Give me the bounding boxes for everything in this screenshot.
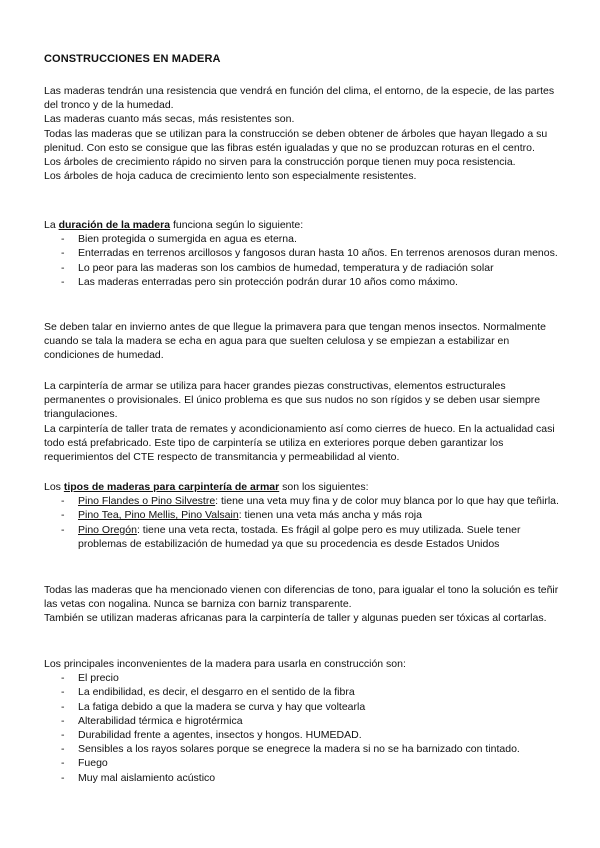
heading-term: duración de la madera (58, 219, 171, 231)
paragraph: La carpintería de taller trata de remates y acondicionamiento así como cierres de hueco. En la actualidad casi todo está prefabricado. Este tipo de carpintería se utiliza en exteriores porque deben garantizar los requerimientos del CTE respecto de transmitancia y permeabilidad al viento. (44, 422, 555, 464)
paragraph: Los árboles de crecimiento rápido no sirven para la construcción porque tienen muy poca resistencia. (44, 156, 516, 169)
section-heading: Los principales inconvenientes de la madera para usarla en construcción son: (44, 658, 406, 670)
list-item: - Alterabilidad térmica e higrotérmica (44, 714, 564, 728)
intro-section (44, 84, 564, 183)
list-item: - La endibilidad, es decir, el desgarro en el sentido de la fibra (44, 685, 564, 699)
list-item: - Pino Tea, Pino Mellis, Pino Valsain: tienen una veta más ancha y más roja (44, 508, 564, 522)
list-item: - Sensibles a los rayos solares porque se enegrece la madera si no se ha barnizado con tintado. (44, 742, 564, 756)
paragraph: Se deben talar en invierno antes de que llegue la primavera para que tengan menos insectos. Normalmente cuando se tala la madera se echa en agua para que suelten celulosa y se empiezan a estabilizar en condiciones de humedad. (44, 321, 546, 362)
list-item: - Pino Flandes o Pino Silvestre: tiene una veta muy fina y de color muy blanca por lo que hay que teñirla. (44, 494, 564, 508)
list-item: - Lo peor para las maderas son los cambios de humedad, temperatura y de radiación solar (44, 261, 564, 275)
page-title: CONSTRUCCIONES EN MADERA (44, 53, 221, 65)
tonos-section (44, 583, 564, 626)
bullet-list (44, 494, 564, 551)
paragraph: También se utilizan maderas africanas para la carpintería de taller y algunas pueden ser tóxicas al cortarlas. (44, 612, 547, 625)
list-item: - Las maderas enterradas pero sin protección podrán durar 10 años como máximo. (44, 275, 564, 289)
list-item: - Enterradas en terrenos arcillosos y fangosos duran hasta 10 años. En terrenos arenosos duran menos. (44, 246, 564, 260)
paragraph: Todas las maderas que ha mencionado vienen con diferencias de tono, para igualar el tono la solución es teñir las vetas con nogalina. Nunca se barniza con barniz transparente. (44, 584, 559, 611)
list-item: - Durabilidad frente a agentes, insectos y hongos. HUMEDAD. (44, 728, 564, 742)
bullet-list (44, 671, 564, 785)
wood-name: Pino Flandes o Pino Silvestre (78, 495, 216, 508)
heading-term: tipos de maderas para carpintería de armar (63, 481, 280, 493)
list-item: - La fatiga debido a que la madera se curva y hay que voltearla (44, 700, 564, 714)
wood-name: Pino Tea, Pino Mellis, Pino Valsain (78, 509, 239, 522)
paragraph: Las maderas tendrán una resistencia que vendrá en función del clima, el entorno, de la especie, de las partes del tronco y de la humedad. (44, 85, 555, 112)
list-item: - Bien protegida o sumergida en agua es eterna. (44, 232, 564, 246)
paragraph: Los árboles de hoja caduca de crecimiento lento son especialmente resistentes. (44, 170, 417, 183)
list-item: - Pino Oregón: tiene una veta recta, tostada. Es frágil al golpe pero es muy utilizada. Suele tener problemas de estabilización de humedad ya que su procedencia es desde Estados Unidos (44, 523, 564, 551)
tipos-section (44, 480, 564, 551)
duracion-section (44, 218, 564, 289)
list-item: - Fuego (44, 756, 564, 770)
wood-name: Pino Oregón (78, 523, 137, 536)
paragraph: Todas las maderas que se utilizan para la construcción se deben obtener de árboles que hayan llegado a su plenitud. Con esto se consigue que las fibras estén igualadas y que no se produzcan roturas en el centro. (44, 127, 548, 154)
paragraph: Las maderas cuanto más secas, más resistentes son. (44, 113, 295, 126)
bullet-list (44, 232, 564, 289)
carpinteria-section (44, 379, 564, 464)
section-heading: La duración de la madera funciona según lo siguiente: (44, 219, 304, 231)
list-item: - El precio (44, 671, 564, 685)
section-heading: Los tipos de maderas para carpintería de armar son los siguientes: (44, 481, 369, 493)
inconvenientes-section (44, 657, 564, 785)
list-item: - Muy mal aislamiento acústico (44, 771, 564, 785)
talar-section (44, 320, 564, 363)
paragraph: La carpintería de armar se utiliza para hacer grandes piezas constructivas, elementos estructurales permanentes o provisionales. El único problema es que sus nudos no son rígidos y se deben usar siempre triangulaciones. (44, 380, 541, 421)
